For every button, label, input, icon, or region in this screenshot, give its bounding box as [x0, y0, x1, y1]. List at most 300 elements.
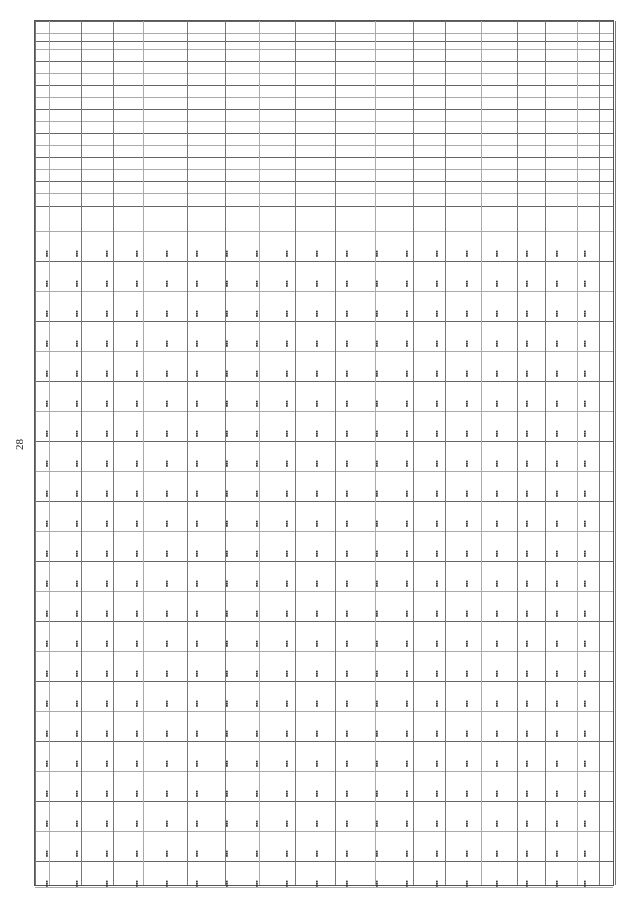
table-text-mark: ■■■	[75, 670, 79, 677]
table-row-line	[35, 85, 613, 86]
table-row-line	[35, 531, 613, 532]
table-text-mark: ■■■	[525, 820, 529, 827]
table-text-mark: ■■■	[555, 520, 559, 527]
table-column-line	[225, 21, 226, 885]
table-text-mark: ■■■	[435, 610, 439, 617]
table-text-mark: ■■■	[75, 610, 79, 617]
table-text-mark: ■■■	[45, 790, 49, 797]
table-text-mark: ■■■	[165, 280, 169, 287]
table-text-mark: ■■■	[135, 790, 139, 797]
table-text-mark: ■■■	[315, 790, 319, 797]
table-text-mark: ■■■	[165, 250, 169, 257]
table-row-line	[35, 145, 613, 146]
table-text-mark: ■■■	[583, 520, 587, 527]
table-row-line	[35, 121, 613, 122]
table-text-mark: ■■■	[375, 370, 379, 377]
table-column-line	[259, 21, 260, 885]
table-text-mark: ■■■	[105, 250, 109, 257]
table-text-mark: ■■■	[285, 310, 289, 317]
table-text-mark: ■■■	[345, 730, 349, 737]
table-text-mark: ■■■	[583, 490, 587, 497]
table-text-mark: ■■■	[45, 370, 49, 377]
table-text-mark: ■■■	[405, 880, 409, 887]
table-text-mark: ■■■	[75, 640, 79, 647]
table-text-mark: ■■■	[345, 790, 349, 797]
table-text-mark: ■■■	[525, 250, 529, 257]
table-row-line	[35, 471, 613, 472]
table-text-mark: ■■■	[583, 580, 587, 587]
table-text-mark: ■■■	[105, 550, 109, 557]
table-text-mark: ■■■	[135, 700, 139, 707]
table-text-mark: ■■■	[165, 460, 169, 467]
table-row-line	[35, 181, 613, 182]
table-row-line	[35, 831, 613, 832]
table-column-line	[517, 21, 518, 885]
table-text-mark: ■■■	[135, 580, 139, 587]
table-text-mark: ■■■	[135, 520, 139, 527]
table-row-line	[35, 441, 613, 442]
table-text-mark: ■■■	[345, 430, 349, 437]
table-text-mark: ■■■	[165, 490, 169, 497]
table-text-mark: ■■■	[255, 880, 259, 887]
table-text-mark: ■■■	[285, 400, 289, 407]
table-text-mark: ■■■	[135, 880, 139, 887]
table-text-mark: ■■■	[255, 640, 259, 647]
table-text-mark: ■■■	[75, 760, 79, 767]
table-text-mark: ■■■	[583, 370, 587, 377]
table-text-mark: ■■■	[345, 280, 349, 287]
table-text-mark: ■■■	[375, 490, 379, 497]
table-text-mark: ■■■	[45, 310, 49, 317]
table-text-mark: ■■■	[195, 550, 199, 557]
table-text-mark: ■■■	[525, 490, 529, 497]
table-text-mark: ■■■	[405, 520, 409, 527]
table-text-mark: ■■■	[583, 550, 587, 557]
table-text-mark: ■■■	[525, 580, 529, 587]
table-text-mark: ■■■	[315, 310, 319, 317]
table-text-mark: ■■■	[135, 460, 139, 467]
table-text-mark: ■■■	[165, 670, 169, 677]
table-text-mark: ■■■	[525, 760, 529, 767]
table-text-mark: ■■■	[225, 340, 229, 347]
table-text-mark: ■■■	[375, 670, 379, 677]
table-column-line	[445, 21, 446, 885]
table-column-line	[187, 21, 188, 885]
table-text-mark: ■■■	[225, 550, 229, 557]
table-text-mark: ■■■	[405, 850, 409, 857]
table-text-mark: ■■■	[315, 430, 319, 437]
table-text-mark: ■■■	[45, 520, 49, 527]
table-text-mark: ■■■	[75, 820, 79, 827]
table-text-mark: ■■■	[135, 370, 139, 377]
table-text-mark: ■■■	[225, 310, 229, 317]
table-text-mark: ■■■	[435, 850, 439, 857]
table-text-mark: ■■■	[225, 370, 229, 377]
table-text-mark: ■■■	[435, 820, 439, 827]
table-text-mark: ■■■	[75, 370, 79, 377]
table-text-mark: ■■■	[465, 370, 469, 377]
table-text-mark: ■■■	[465, 460, 469, 467]
table-text-mark: ■■■	[165, 370, 169, 377]
table-text-mark: ■■■	[583, 880, 587, 887]
table-text-mark: ■■■	[583, 430, 587, 437]
table-text-mark: ■■■	[75, 790, 79, 797]
table-column-line	[481, 21, 482, 885]
table-text-mark: ■■■	[255, 850, 259, 857]
table-text-mark: ■■■	[165, 820, 169, 827]
table-text-mark: ■■■	[315, 280, 319, 287]
table-text-mark: ■■■	[525, 550, 529, 557]
table-text-mark: ■■■	[195, 460, 199, 467]
table-text-mark: ■■■	[45, 280, 49, 287]
table-text-mark: ■■■	[525, 610, 529, 617]
table-text-mark: ■■■	[45, 640, 49, 647]
table-text-mark: ■■■	[285, 820, 289, 827]
table-text-mark: ■■■	[345, 550, 349, 557]
table-text-mark: ■■■	[345, 370, 349, 377]
table-text-mark: ■■■	[405, 280, 409, 287]
table-text-mark: ■■■	[285, 700, 289, 707]
table-row-line	[35, 169, 613, 170]
table-text-mark: ■■■	[75, 520, 79, 527]
table-text-mark: ■■■	[225, 820, 229, 827]
table-row-line	[35, 861, 613, 862]
table-text-mark: ■■■	[105, 280, 109, 287]
table-text-mark: ■■■	[135, 850, 139, 857]
table-text-mark: ■■■	[315, 550, 319, 557]
table-text-mark: ■■■	[255, 610, 259, 617]
table-text-mark: ■■■	[525, 790, 529, 797]
table-text-mark: ■■■	[345, 670, 349, 677]
table-text-mark: ■■■	[495, 580, 499, 587]
table-text-mark: ■■■	[255, 730, 259, 737]
table-text-mark: ■■■	[345, 880, 349, 887]
table-text-mark: ■■■	[375, 550, 379, 557]
table-row-line	[35, 61, 613, 62]
table-text-mark: ■■■	[583, 850, 587, 857]
table-text-mark: ■■■	[375, 310, 379, 317]
table-row-line	[35, 591, 613, 592]
table-text-mark: ■■■	[315, 880, 319, 887]
table-text-mark: ■■■	[75, 340, 79, 347]
table-text-mark: ■■■	[583, 340, 587, 347]
table-text-mark: ■■■	[345, 520, 349, 527]
table-text-mark: ■■■	[315, 490, 319, 497]
table-text-mark: ■■■	[105, 460, 109, 467]
table-text-mark: ■■■	[225, 250, 229, 257]
table-text-mark: ■■■	[195, 280, 199, 287]
table-text-mark: ■■■	[195, 340, 199, 347]
table-text-mark: ■■■	[315, 640, 319, 647]
table-text-mark: ■■■	[225, 490, 229, 497]
table-text-mark: ■■■	[255, 790, 259, 797]
table-text-mark: ■■■	[75, 400, 79, 407]
table-row-line	[35, 193, 613, 194]
table-text-mark: ■■■	[255, 280, 259, 287]
table-text-mark: ■■■	[225, 460, 229, 467]
table-text-mark: ■■■	[525, 280, 529, 287]
table-text-mark: ■■■	[525, 310, 529, 317]
table-text-mark: ■■■	[105, 670, 109, 677]
table-row-line	[35, 381, 613, 382]
table-text-mark: ■■■	[105, 490, 109, 497]
table-text-mark: ■■■	[105, 400, 109, 407]
table-text-mark: ■■■	[135, 610, 139, 617]
table-text-mark: ■■■	[583, 250, 587, 257]
table-text-mark: ■■■	[555, 700, 559, 707]
rotated-table	[34, 20, 614, 886]
table-text-mark: ■■■	[105, 850, 109, 857]
table-row-line	[35, 109, 613, 110]
table-text-mark: ■■■	[555, 640, 559, 647]
table-text-mark: ■■■	[555, 280, 559, 287]
table-row-line	[35, 741, 613, 742]
table-text-mark: ■■■	[555, 880, 559, 887]
table-text-mark: ■■■	[555, 460, 559, 467]
table-text-mark: ■■■	[75, 580, 79, 587]
table-text-mark: ■■■	[315, 250, 319, 257]
table-text-mark: ■■■	[345, 490, 349, 497]
table-text-mark: ■■■	[435, 430, 439, 437]
table-text-mark: ■■■	[495, 400, 499, 407]
page-number: 28	[14, 439, 26, 450]
table-text-mark: ■■■	[555, 370, 559, 377]
table-text-mark: ■■■	[285, 340, 289, 347]
table-row-line	[35, 41, 613, 42]
table-text-mark: ■■■	[583, 760, 587, 767]
table-column-line	[143, 21, 144, 885]
table-text-mark: ■■■	[45, 880, 49, 887]
table-text-mark: ■■■	[285, 550, 289, 557]
table-text-mark: ■■■	[45, 610, 49, 617]
table-text-mark: ■■■	[45, 400, 49, 407]
table-text-mark: ■■■	[525, 400, 529, 407]
table-text-mark: ■■■	[165, 730, 169, 737]
table-text-mark: ■■■	[285, 610, 289, 617]
table-text-mark: ■■■	[45, 820, 49, 827]
table-text-mark: ■■■	[465, 820, 469, 827]
table-text-mark: ■■■	[375, 580, 379, 587]
table-text-mark: ■■■	[255, 400, 259, 407]
table-text-mark: ■■■	[375, 700, 379, 707]
table-text-mark: ■■■	[583, 700, 587, 707]
table-text-mark: ■■■	[465, 880, 469, 887]
table-text-mark: ■■■	[135, 490, 139, 497]
table-text-mark: ■■■	[555, 550, 559, 557]
table-text-mark: ■■■	[495, 430, 499, 437]
table-text-mark: ■■■	[285, 370, 289, 377]
table-text-mark: ■■■	[465, 730, 469, 737]
table-column-line	[113, 21, 114, 885]
table-text-mark: ■■■	[255, 670, 259, 677]
table-text-mark: ■■■	[525, 460, 529, 467]
table-text-mark: ■■■	[315, 760, 319, 767]
table-text-mark: ■■■	[405, 460, 409, 467]
table-text-mark: ■■■	[375, 520, 379, 527]
table-text-mark: ■■■	[195, 370, 199, 377]
table-text-mark: ■■■	[225, 280, 229, 287]
table-row-line	[35, 133, 613, 134]
table-row-line	[35, 351, 613, 352]
table-column-line	[413, 21, 414, 885]
table-text-mark: ■■■	[375, 250, 379, 257]
table-text-mark: ■■■	[225, 700, 229, 707]
table-text-mark: ■■■	[555, 760, 559, 767]
table-text-mark: ■■■	[465, 580, 469, 587]
table-text-mark: ■■■	[465, 610, 469, 617]
table-text-mark: ■■■	[105, 640, 109, 647]
table-text-mark: ■■■	[315, 700, 319, 707]
table-text-mark: ■■■	[195, 670, 199, 677]
table-text-mark: ■■■	[45, 580, 49, 587]
table-text-mark: ■■■	[583, 670, 587, 677]
table-text-mark: ■■■	[525, 520, 529, 527]
table-text-mark: ■■■	[435, 760, 439, 767]
table-text-mark: ■■■	[555, 670, 559, 677]
table-text-mark: ■■■	[105, 520, 109, 527]
table-text-mark: ■■■	[495, 310, 499, 317]
table-text-mark: ■■■	[405, 580, 409, 587]
table-text-mark: ■■■	[75, 550, 79, 557]
table-row-line	[35, 651, 613, 652]
table-text-mark: ■■■	[495, 520, 499, 527]
table-row-line	[35, 231, 613, 232]
table-text-mark: ■■■	[525, 340, 529, 347]
table-text-mark: ■■■	[495, 280, 499, 287]
table-text-mark: ■■■	[255, 700, 259, 707]
table-text-mark: ■■■	[555, 820, 559, 827]
table-text-mark: ■■■	[375, 880, 379, 887]
table-text-mark: ■■■	[345, 460, 349, 467]
table-text-mark: ■■■	[225, 400, 229, 407]
table-text-mark: ■■■	[495, 340, 499, 347]
table-text-mark: ■■■	[285, 490, 289, 497]
table-text-mark: ■■■	[285, 670, 289, 677]
table-text-mark: ■■■	[405, 670, 409, 677]
table-text-mark: ■■■	[555, 610, 559, 617]
table-text-mark: ■■■	[375, 610, 379, 617]
table-text-mark: ■■■	[345, 820, 349, 827]
table-text-mark: ■■■	[45, 550, 49, 557]
table-text-mark: ■■■	[435, 550, 439, 557]
table-text-mark: ■■■	[465, 430, 469, 437]
table-text-mark: ■■■	[435, 730, 439, 737]
table-row-line	[35, 73, 613, 74]
table-text-mark: ■■■	[195, 820, 199, 827]
table-text-mark: ■■■	[405, 700, 409, 707]
table-text-mark: ■■■	[315, 850, 319, 857]
table-text-mark: ■■■	[555, 580, 559, 587]
table-text-mark: ■■■	[285, 250, 289, 257]
table-text-mark: ■■■	[315, 610, 319, 617]
table-text-mark: ■■■	[495, 550, 499, 557]
table-text-mark: ■■■	[525, 370, 529, 377]
table-text-mark: ■■■	[195, 250, 199, 257]
table-text-mark: ■■■	[465, 490, 469, 497]
table-text-mark: ■■■	[195, 610, 199, 617]
table-text-mark: ■■■	[195, 700, 199, 707]
table-text-mark: ■■■	[465, 520, 469, 527]
table-text-mark: ■■■	[165, 700, 169, 707]
table-text-mark: ■■■	[75, 850, 79, 857]
table-text-mark: ■■■	[135, 640, 139, 647]
table-text-mark: ■■■	[345, 700, 349, 707]
table-row-line	[35, 411, 613, 412]
table-text-mark: ■■■	[255, 250, 259, 257]
table-text-mark: ■■■	[555, 850, 559, 857]
table-row-line	[35, 681, 613, 682]
table-text-mark: ■■■	[435, 460, 439, 467]
table-text-mark: ■■■	[225, 730, 229, 737]
table-text-mark: ■■■	[195, 580, 199, 587]
table-text-mark: ■■■	[135, 400, 139, 407]
table-text-mark: ■■■	[525, 670, 529, 677]
table-row-line	[35, 321, 613, 322]
table-text-mark: ■■■	[315, 370, 319, 377]
table-text-mark: ■■■	[165, 520, 169, 527]
table-row-line	[35, 49, 613, 50]
table-text-mark: ■■■	[435, 400, 439, 407]
table-text-mark: ■■■	[135, 310, 139, 317]
table-text-mark: ■■■	[315, 670, 319, 677]
table-text-mark: ■■■	[435, 310, 439, 317]
table-text-mark: ■■■	[405, 370, 409, 377]
table-text-mark: ■■■	[75, 310, 79, 317]
table-text-mark: ■■■	[465, 400, 469, 407]
table-text-mark: ■■■	[405, 490, 409, 497]
table-text-mark: ■■■	[465, 790, 469, 797]
table-text-mark: ■■■	[435, 490, 439, 497]
table-text-mark: ■■■	[315, 340, 319, 347]
table-text-mark: ■■■	[405, 250, 409, 257]
table-text-mark: ■■■	[583, 460, 587, 467]
table-row-line	[35, 33, 613, 34]
table-text-mark: ■■■	[465, 850, 469, 857]
table-text-mark: ■■■	[435, 370, 439, 377]
table-row-line	[35, 501, 613, 502]
table-text-mark: ■■■	[495, 490, 499, 497]
table-text-mark: ■■■	[255, 430, 259, 437]
table-text-mark: ■■■	[555, 790, 559, 797]
table-text-mark: ■■■	[525, 850, 529, 857]
table-text-mark: ■■■	[285, 280, 289, 287]
table-text-mark: ■■■	[225, 670, 229, 677]
table-text-mark: ■■■	[465, 550, 469, 557]
table-text-mark: ■■■	[45, 340, 49, 347]
table-text-mark: ■■■	[315, 820, 319, 827]
table-text-mark: ■■■	[375, 730, 379, 737]
table-text-mark: ■■■	[75, 880, 79, 887]
table-text-mark: ■■■	[255, 580, 259, 587]
table-text-mark: ■■■	[45, 670, 49, 677]
table-text-mark: ■■■	[195, 640, 199, 647]
table-text-mark: ■■■	[285, 790, 289, 797]
table-text-mark: ■■■	[225, 580, 229, 587]
table-column-line	[295, 21, 296, 885]
table-text-mark: ■■■	[583, 310, 587, 317]
table-column-line	[599, 21, 600, 885]
table-column-line	[35, 21, 36, 885]
table-text-mark: ■■■	[375, 280, 379, 287]
table-text-mark: ■■■	[165, 400, 169, 407]
table-text-mark: ■■■	[195, 430, 199, 437]
table-text-mark: ■■■	[375, 850, 379, 857]
table-text-mark: ■■■	[375, 400, 379, 407]
table-text-mark: ■■■	[165, 310, 169, 317]
table-text-mark: ■■■	[285, 580, 289, 587]
table-text-mark: ■■■	[45, 460, 49, 467]
table-text-mark: ■■■	[315, 580, 319, 587]
